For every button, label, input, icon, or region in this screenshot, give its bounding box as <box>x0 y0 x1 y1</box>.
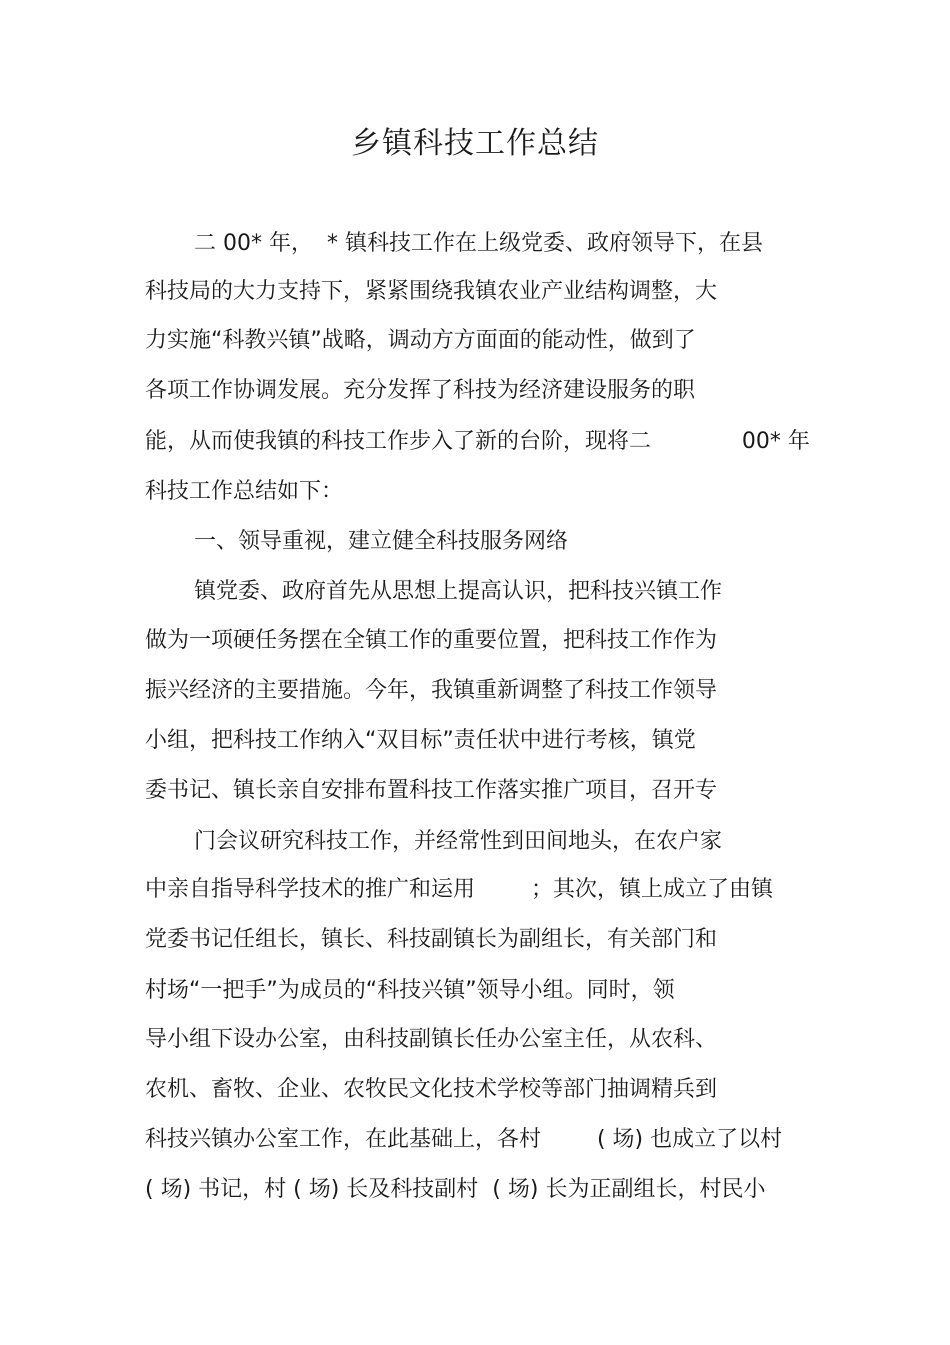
body-line: 中亲自指导科学技术的推广和运用 ；其次，镇上成立了由镇 <box>145 877 773 902</box>
body-line: 农机、畜牧、企业、农牧民文化技术学校等部门抽调精兵到 <box>145 1077 718 1102</box>
body-line: 能，从而使我镇的科技工作步入了新的台阶，现将二 00* 年 <box>145 429 810 454</box>
body-line: 科技工作总结如下： <box>145 479 344 504</box>
section-heading: 一、领导重视，建立健全科技服务网络 <box>194 529 569 554</box>
body-line: 科技局的大力支持下，紧紧围绕我镇农业产业结构调整，大 <box>145 279 718 304</box>
body-line: 村场“一把手”为成员的“科技兴镇”领导小组。同时，领 <box>145 978 675 1003</box>
body-line: 导小组下设办公室，由科技副镇长任办公室主任，从农科、 <box>145 1027 718 1052</box>
body-line: 委书记、镇长亲自安排布置科技工作落实推广项目，召开专 <box>145 778 718 803</box>
body-line: 二 00* 年， * 镇科技工作在上级党委、政府领导下，在县 <box>194 231 763 256</box>
document-title: 乡镇科技工作总结 <box>351 126 599 161</box>
body-line: 各项工作协调发展。充分发挥了科技为经济建设服务的职 <box>145 378 696 403</box>
body-line: 力实施“科教兴镇”战略，调动方方面面的能动性，做到了 <box>145 328 696 353</box>
body-line: 小组，把科技工作纳入“双目标”责任状中进行考核，镇党 <box>145 728 696 753</box>
body-line: 党委书记任组长，镇长、科技副镇长为副组长，有关部门和 <box>145 927 718 952</box>
body-line: 科技兴镇办公室工作，在此基础上，各村 ( 场) 也成立了以村 <box>145 1127 783 1152</box>
body-line: 镇党委、政府首先从思想上提高认识，把科技兴镇工作 <box>194 579 723 604</box>
body-line: ( 场) 书记，村 ( 场) 长及科技副村 ( 场) 长为正副组长，村民小 <box>145 1177 766 1202</box>
body-line: 门会议研究科技工作，并经常性到田间地头，在农户家 <box>194 829 723 854</box>
body-line: 做为一项硬任务摆在全镇工作的重要位置，把科技工作作为 <box>145 628 718 653</box>
body-line: 振兴经济的主要措施。今年，我镇重新调整了科技工作领导 <box>145 678 718 703</box>
